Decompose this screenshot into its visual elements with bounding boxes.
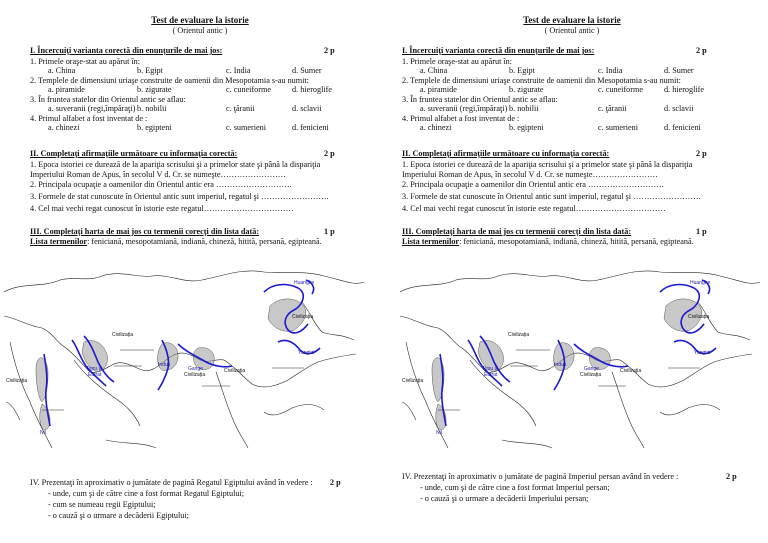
- section4-heading: IV. Prezentaţi în aproximativ o jumătate de pagină Regatul Egiptului având în vedere :: [30, 478, 313, 487]
- map-label-yangtze: Yangtzi: [298, 350, 315, 356]
- section1-points: 2 p: [696, 46, 707, 55]
- ancient-civilizations-map: [398, 262, 763, 454]
- question-4: 4. Primul alfabet a fost inventat de :: [402, 114, 520, 123]
- test-sheet-right: [402, 0, 768, 543]
- option: c. cuneiforme: [598, 85, 644, 94]
- fill-line: 4. Cel mai vechi regat cunoscut în istorie este regatul……………………………: [402, 204, 666, 213]
- option: c. ţăranii: [598, 104, 627, 113]
- option: a. China: [420, 66, 448, 75]
- option: a. suveranii (regi,împăraţi): [48, 104, 136, 113]
- term-list: [402, 237, 694, 246]
- bullet-item: - o cauză şi o urmare a decăderii Imperiului persan;: [420, 494, 589, 503]
- section2-points: 2 p: [696, 149, 707, 158]
- map-label-civilization: Civilizaţia: [112, 332, 134, 338]
- option: b. egipteni: [137, 123, 172, 132]
- question-1: 1. Primele oraşe-stat au apărut în:: [402, 57, 513, 66]
- map-label-nile: Nil: [436, 430, 442, 436]
- option: d. Sumer: [664, 66, 694, 75]
- option: b. Egipt: [137, 66, 163, 75]
- fill-line: 2. Principala ocupaţie a oamenilor din Orientul antic era ……………………….: [402, 180, 664, 189]
- bullet-item: - o cauză şi o urmare a decăderii Egiptului;: [48, 511, 189, 520]
- map-label-huanghe: Huanghe: [294, 280, 315, 286]
- option: b. zigurate: [509, 85, 544, 94]
- bullet-item: - unde, cum şi de către cine a fost format Regatul Egiptului;: [48, 489, 244, 498]
- test-title: Test de evaluare la istorie: [151, 15, 249, 25]
- fill-line: 3. Formele de stat cunoscute în Orientul antic sunt imperiul, regatul şi …………………….: [402, 192, 701, 201]
- section2-points: 2 p: [324, 149, 335, 158]
- map-label-civilization: Civilizaţia: [688, 314, 710, 320]
- option: d. sclavii: [664, 104, 694, 113]
- bullet-item: - cum se numeau regii Egiptului;: [48, 500, 156, 509]
- question-2: 2. Templele de dimensiuni uriaşe construite de oamenii din Mesopotamia s-au numit:: [402, 76, 681, 85]
- map-label-civilization: Civilizaţia: [224, 368, 246, 374]
- term-list-label: Lista termenilor: [30, 237, 88, 246]
- section1-heading: I. Încercuiţi varianta corectă din enunţurile de mai jos:: [402, 46, 595, 55]
- section4-heading: IV. Prezentaţi în aproximativ o jumătate de pagină Imperiul persan având în vedere :: [402, 472, 679, 481]
- section4-points: 2 p: [330, 478, 341, 487]
- option: d. hieroglife: [664, 85, 705, 94]
- fill-line: Imperiului Roman de Apus, în secolul V d. Cr. se numeşte……………………: [402, 170, 658, 179]
- fill-line: 3. Formele de stat cunoscute în Orientul antic sunt imperiul, regatul şi …………………….: [30, 192, 329, 201]
- map-label-civilization: Civilizaţia: [508, 332, 530, 338]
- bullet-item: - unde, cum şi de către cine a fost format Imperiul persan;: [420, 483, 610, 492]
- question-4: 4. Primul alfabet a fost inventat de :: [30, 114, 148, 123]
- fill-line: Imperiului Roman de Apus, în secolul V d. Cr. se numeşte……………………: [30, 170, 286, 179]
- option: c. ţăranii: [226, 104, 255, 113]
- option: a. China: [48, 66, 76, 75]
- option: b. nobilii: [137, 104, 167, 113]
- map-label-euphrates: Eufrat: [484, 372, 498, 378]
- section3-heading: III. Completaţi harta de mai jos cu termenii corecţi din lista dată:: [30, 227, 260, 236]
- option: b. Egipt: [509, 66, 535, 75]
- fill-line: 1. Epoca istoriei ce durează de la apariţia scrisului şi a primelor state şi până la dispariţia: [30, 160, 321, 169]
- option: c. India: [598, 66, 623, 75]
- option: b. zigurate: [137, 85, 172, 94]
- map-label-huanghe: Huanghe: [690, 280, 711, 286]
- ancient-civilizations-map: [2, 262, 367, 454]
- option: a. chinezi: [48, 123, 80, 132]
- fill-line: 2. Principala ocupaţie a oamenilor din Orientul antic era ……………………….: [30, 180, 292, 189]
- map-label-indus: Indus: [554, 362, 567, 368]
- map-label-civilization: Civilizaţia: [184, 372, 206, 378]
- map-label-civilization: Civilizaţia: [402, 378, 424, 384]
- map-label-ganges: Gange: [584, 366, 600, 372]
- option: c. India: [226, 66, 251, 75]
- test-title: Test de evaluare la istorie: [523, 15, 621, 25]
- option: d. Sumer: [292, 66, 322, 75]
- section3-heading: III. Completaţi harta de mai jos cu termenii corecţi din lista dată:: [402, 227, 632, 236]
- map-label-civilization: Civilizaţia: [6, 378, 28, 384]
- option: b. nobilii: [509, 104, 539, 113]
- section1-heading: I. Încercuiţi varianta corectă din enunţurile de mai jos:: [30, 46, 223, 55]
- map-label-civilization: Civilizaţia: [292, 314, 314, 320]
- section4-points: 2 p: [726, 472, 737, 481]
- option: c. cuneiforme: [226, 85, 272, 94]
- option: d. fenicieni: [664, 123, 701, 132]
- question-3: 3. În fruntea statelor din Orientul antic se aflau:: [30, 95, 186, 104]
- option: d. fenicieni: [292, 123, 329, 132]
- map-label-indus: Indus: [158, 362, 171, 368]
- term-list-label: Lista termenilor: [402, 237, 460, 246]
- map-label-tigris: Tigru şi: [482, 366, 499, 372]
- term-list: [30, 237, 322, 246]
- map-label-euphrates: Eufrat: [88, 372, 102, 378]
- section2-heading: II. Completaţi afirmaţiile următoare cu informaţia corectă:: [402, 149, 610, 158]
- section3-points: 1 p: [696, 227, 707, 236]
- map-label-civilization: Civilizaţia: [620, 368, 642, 374]
- option: c. sumerieni: [226, 123, 267, 132]
- option: a. piramide: [48, 85, 85, 94]
- section3-points: 1 p: [324, 227, 335, 236]
- section2-heading: II. Completaţi afirmaţiile următoare cu informaţia corectă:: [30, 149, 238, 158]
- option: d. hieroglife: [292, 85, 333, 94]
- section1-points: 2 p: [324, 46, 335, 55]
- test-subtitle: ( Orientul antic ): [172, 26, 228, 35]
- option: b. egipteni: [509, 123, 544, 132]
- question-1: 1. Primele oraşe-stat au apărut în:: [30, 57, 141, 66]
- term-list-values: : feniciană, mesopotamiană, indiană, chineză, hitită, persană, egipteană.: [87, 237, 322, 246]
- map-label-civilization: Civilizaţia: [580, 372, 602, 378]
- option: a. suveranii (regi,împăraţi): [420, 104, 508, 113]
- test-subtitle: ( Orientul antic ): [544, 26, 600, 35]
- question-3: 3. În fruntea statelor din Orientul antic se aflau:: [402, 95, 558, 104]
- question-2: 2. Templele de dimensiuni uriaşe construite de oamenii din Mesopotamia s-au numit:: [30, 76, 309, 85]
- option: d. sclavii: [292, 104, 322, 113]
- map-label-yangtze: Yangtzi: [694, 350, 711, 356]
- map-label-tigris: Tigru şi: [86, 366, 103, 372]
- option: c. sumerieni: [598, 123, 639, 132]
- map-label-ganges: Gange: [188, 366, 204, 372]
- map-label-nile: Nil: [40, 430, 46, 436]
- fill-line: 4. Cel mai vechi regat cunoscut în istorie este regatul……………………………: [30, 204, 294, 213]
- option: a. piramide: [420, 85, 457, 94]
- fill-line: 1. Epoca istoriei ce durează de la apariţia scrisului şi a primelor state şi până la dispariţia: [402, 160, 693, 169]
- test-sheet-left: [6, 0, 400, 543]
- term-list-values: : feniciană, mesopotamiană, indiană, chineză, hitită, persană, egipteană.: [459, 237, 694, 246]
- option: a. chinezi: [420, 123, 452, 132]
